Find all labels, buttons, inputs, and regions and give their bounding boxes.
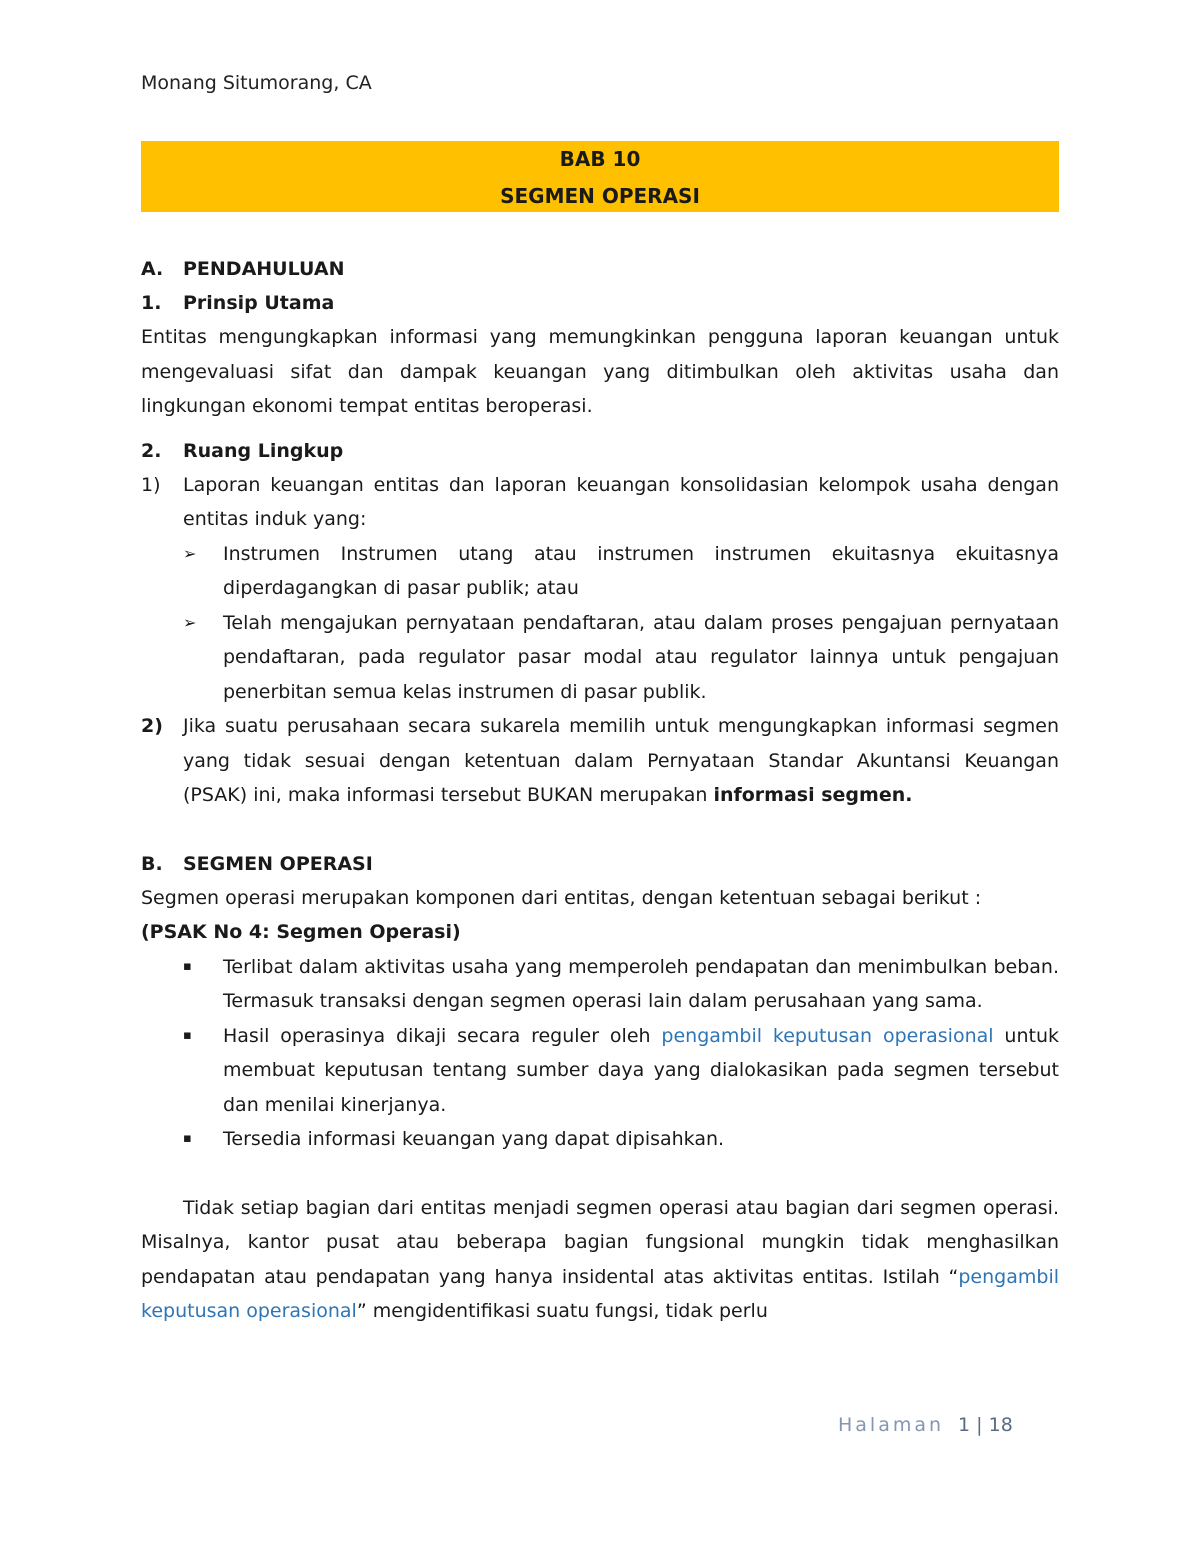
chapter-number: BAB 10 [559,147,641,171]
subsection-1-number: 1. [141,292,162,314]
section-a-heading [141,252,1059,286]
segment-criterion-1 [183,950,1059,1019]
criterion-2-post: untuk membuat keputusan tentang sumber daya yang dialokasikan pada segmen tersebut dan menilai kinerjanya. [223,1024,1059,1116]
segment-criterion-1-text: Terlibat dalam aktivitas usaha yang memperoleh pendapatan dan menimbulkan beban. Termasuk transaksi dengan segmen operasi lain dalam perusahaan yang sama. [223,955,1059,1012]
subsection-1-heading [141,286,1059,320]
chapter-banner [141,141,1059,212]
subsection-1-text: Entitas mengungkapkan informasi yang memungkinkan pengguna laporan keuangan untuk mengevaluasi sifat dan dampak keuangan yang ditimbulkan oleh aktivitas usaha dan lingkungan ekonomi tempat entitas beroperasi. [141,326,1059,417]
segment-criterion-3 [183,1122,1059,1157]
scope-bullet-2-text: Telah mengajukan pernyataan pendaftaran, atau dalam proses pengajuan pernyataan pendaftaran, pada regulator pasar modal atau regulator lainnya untuk pengajuan penerbitan semua kelas instrumen di pasar publik. [223,611,1059,703]
scope-item-2 [141,709,1059,813]
criterion-2-pre: Hasil operasinya dikaji secara reguler oleh [223,1024,662,1047]
arrow-bullet-icon: ➢ [183,543,197,563]
page-footer [838,1414,1013,1436]
scope-item-1-text: Laporan keuangan entitas dan laporan keuangan konsolidasian kelompok usaha dengan entitas induk yang: [183,473,1059,530]
scope-item-1-number: 1) [141,473,161,496]
chapter-title: SEGMEN OPERASI [500,184,700,208]
segment-criterion-2-text [223,1019,1059,1123]
scope-item-1 [141,468,1059,537]
scope-item-2-number: 2) [141,715,163,737]
scope-bullet-1-text: Instrumen Instrumen utang atau instrumen instrumen ekuitasnya ekuitasnya diperdagangkan di pasar publik; atau [223,542,1059,599]
document-body [141,252,1059,1329]
scope-bullet-1 [183,537,1059,606]
section-b-heading [141,847,1059,881]
footer-label: Halaman [838,1414,945,1436]
square-bullet-icon: ▪ [183,958,192,974]
section-a-title: PENDAHULUAN [183,258,345,280]
subsection-2-number: 2. [141,439,162,462]
section-b-number: B. [141,852,163,875]
section-b-reference: (PSAK No 4: Segmen Operasi) [141,921,461,943]
segment-criterion-2 [183,1019,1059,1123]
section-b-title: SEGMEN OPERASI [183,852,373,875]
page-number: 1 | 18 [958,1414,1013,1436]
paragraph-post: ” mengidentifikasi suatu fungsi, tidak perlu [356,1300,768,1322]
scope-item-2-body: Jika suatu perusahaan secara sukarela memilih untuk mengungkapkan informasi segmen yang tidak sesuai dengan ketentuan dalam Pernyataan Standar Akuntansi Keuangan (PSAK) ini, maka informasi tersebut BUKAN merupakan [183,715,1059,806]
scope-item-2-text [183,709,1059,813]
arrow-bullet-icon: ➢ [183,612,197,632]
term-link[interactable]: pengambil keputusan operasional [661,1024,994,1047]
term-link[interactable]: pengambil keputusan operasional [141,1265,1059,1322]
scope-bullet-2 [183,606,1059,710]
subsection-2-title: Ruang Lingkup [183,439,344,462]
section-b-paragraph [141,1191,1059,1329]
subsection-1-title: Prinsip Utama [183,292,335,314]
section-b-intro: Segmen operasi merupakan komponen dari entitas, dengan ketentuan sebagai berikut : [141,886,982,909]
paragraph-pre: Tidak setiap bagian dari entitas menjadi segmen operasi atau bagian dari segmen operasi. Misalnya, kantor pusat atau beberapa bagian fungsional mungkin tidak menghasilkan pendapatan atau pendapatan yang hanya insidental atas aktivitas entitas. Istilah “ [141,1196,1059,1288]
segment-criterion-3-text: Tersedia informasi keuangan yang dapat dipisahkan. [223,1128,725,1150]
section-a-number: A. [141,258,164,280]
header-author: Monang Situmorang, CA [141,72,372,94]
square-bullet-icon: ▪ [183,1027,192,1043]
subsection-2-heading [141,434,1059,468]
square-bullet-icon: ▪ [183,1131,192,1146]
scope-item-2-bold: informasi segmen. [713,784,913,806]
